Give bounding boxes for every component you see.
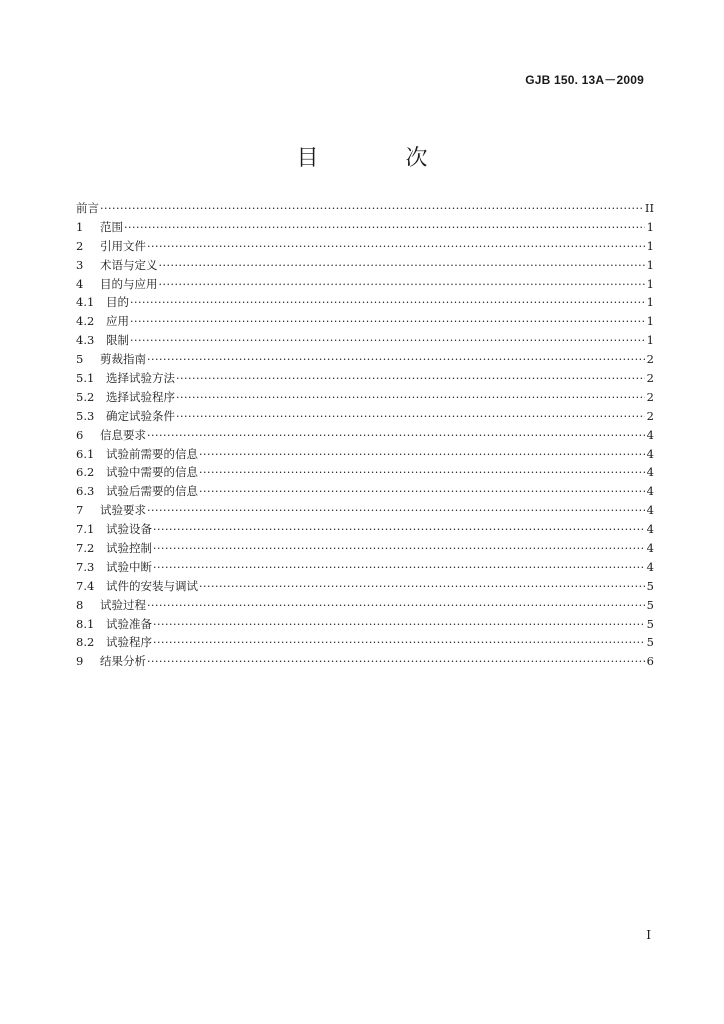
toc-entry-page: 4 [646,465,654,480]
toc-entry-number: 7 [76,503,84,518]
toc-entry-label: 试验前需要的信息 [106,446,198,461]
toc-entry-label: 试件的安装与调试 [106,578,198,593]
toc-entry-label: 引用文件 [100,238,146,253]
toc-entry[interactable] [76,501,654,520]
toc-entry-page: 4 [646,484,654,499]
toc-entry[interactable] [76,218,654,237]
page-title: 目 次 [296,146,468,171]
dot-leader [124,219,645,238]
dot-leader [130,313,645,332]
toc-entry-number: 4.2 [76,314,95,329]
toc-entry-page: 1 [646,238,654,253]
toc-entry-number: 8.1 [76,616,95,631]
toc-entry-page: 2 [646,408,654,423]
toc-entry-number: 7.4 [76,578,95,593]
toc-entry-page: 5 [646,597,654,612]
toc-entry-label: 试验中需要的信息 [106,465,198,480]
toc-entry-page: 5 [646,616,654,631]
page-number: I [646,928,651,942]
toc-entry[interactable] [76,558,654,577]
toc-entry-number: 5.1 [76,371,95,386]
toc-entry-number: 5.2 [76,389,95,404]
toc-entry[interactable] [76,539,654,558]
toc-entry[interactable] [76,199,654,218]
toc-entry-label: 应用 [106,314,129,329]
toc-entry-page: 4 [646,503,654,518]
dot-leader [199,483,645,502]
toc-entry-page: 4 [646,427,654,442]
toc-entry[interactable] [76,482,654,501]
dot-leader [199,578,645,597]
toc-entry-number: 8.2 [76,635,95,650]
toc-entry-label: 试验后需要的信息 [106,484,198,499]
toc-entry-number: 1 [76,219,84,234]
toc-entry-label: 确定试验条件 [106,408,175,423]
toc-entry-label: 目的 [106,295,129,310]
toc-entry-label: 结果分析 [100,654,146,669]
toc-entry-number: 9 [76,654,84,669]
toc-entry[interactable] [76,407,654,426]
toc-entry-page: 2 [646,389,654,404]
toc-entry-number: 5.3 [76,408,95,423]
dot-leader [153,521,645,540]
toc-entry-page: 5 [646,578,654,593]
toc-entry-number: 6.2 [76,465,95,480]
toc-entry-label: 试验设备 [106,522,152,537]
toc-entry-number: 7.2 [76,541,95,556]
toc-entry-page: 6 [646,654,654,669]
toc-entry-number: 7.3 [76,559,95,574]
toc-entry-number: 5 [76,352,84,367]
toc-entry-number: 6.3 [76,484,95,499]
toc-entry-number: 6 [76,427,84,442]
toc-entry[interactable] [76,312,654,331]
toc-entry-label: 限制 [106,333,129,348]
dot-leader [176,408,645,427]
toc-entry-number: 3 [76,257,84,272]
dot-leader [100,200,644,219]
dot-leader [153,559,645,578]
dot-leader [147,597,645,616]
dot-leader [176,370,645,389]
dot-leader [199,446,645,465]
toc-entry-label: 试验过程 [100,597,146,612]
toc-entry-page: 1 [646,219,654,234]
dot-leader [147,653,645,672]
toc-entry[interactable] [76,596,654,615]
toc-entry[interactable] [76,577,654,596]
toc-entry-label: 试验中断 [106,559,152,574]
toc-entry-label: 试验程序 [106,635,152,650]
toc-entry[interactable] [76,293,654,312]
toc-entry-page: 1 [646,295,654,310]
toc-entry-page: 4 [646,446,654,461]
toc-entry[interactable] [76,445,654,464]
dot-leader [130,294,645,313]
toc-entry-label: 术语与定义 [100,257,158,272]
toc-entry[interactable] [76,463,654,482]
dot-leader [147,238,645,257]
toc-entry-label: 试验要求 [100,503,146,518]
toc-entry-label: 前言 [76,201,99,215]
dot-leader [159,257,646,276]
standard-number: GJB 150. 13A－2009 [525,73,644,87]
toc-entry-label: 信息要求 [100,427,146,442]
toc-entry[interactable] [76,350,654,369]
toc-entry-number: 4.1 [76,295,95,310]
table-of-contents [76,199,654,671]
toc-entry[interactable] [76,369,654,388]
toc-entry-label: 目的与应用 [100,276,158,291]
toc-entry-page: 5 [646,635,654,650]
toc-entry[interactable] [76,331,654,350]
toc-entry[interactable] [76,652,654,671]
toc-entry-page: 4 [646,559,654,574]
toc-entry-page: 4 [646,541,654,556]
dot-leader [176,389,645,408]
toc-entry-page: 1 [646,257,654,272]
toc-entry-page: 2 [646,371,654,386]
toc-entry[interactable] [76,426,654,445]
toc-entry-number: 4.3 [76,333,95,348]
dot-leader [147,351,645,370]
toc-entry-page: 2 [646,352,654,367]
toc-entry-number: 8 [76,597,84,612]
dot-leader [199,464,645,483]
toc-entry-page: 4 [646,522,654,537]
toc-entry-label: 试验控制 [106,541,152,556]
toc-entry-label: 剪裁指南 [100,352,146,367]
dot-leader [147,502,645,521]
dot-leader [153,634,645,653]
toc-entry-label: 选择试验方法 [106,371,175,386]
dot-leader [153,616,645,635]
toc-entry-label: 范围 [100,219,123,234]
toc-entry[interactable] [76,388,654,407]
toc-entry-number: 6.1 [76,446,95,461]
dot-leader [147,427,645,446]
toc-entry-label: 选择试验程序 [106,389,175,404]
toc-entry[interactable] [76,633,654,652]
toc-entry[interactable] [76,520,654,539]
toc-entry-number: 4 [76,276,84,291]
toc-entry-number: 7.1 [76,522,95,537]
dot-leader [159,276,646,295]
toc-entry-page: 1 [646,314,654,329]
toc-entry-label: 试验准备 [106,616,152,631]
toc-entry-page: 1 [646,276,654,291]
toc-entry[interactable] [76,275,654,294]
toc-entry[interactable] [76,237,654,256]
toc-entry[interactable] [76,256,654,275]
dot-leader [153,540,645,559]
toc-entry-page: 1 [646,333,654,348]
toc-entry-page: II [644,201,654,215]
toc-entry-number: 2 [76,238,84,253]
dot-leader [130,332,645,351]
toc-entry[interactable] [76,615,654,634]
